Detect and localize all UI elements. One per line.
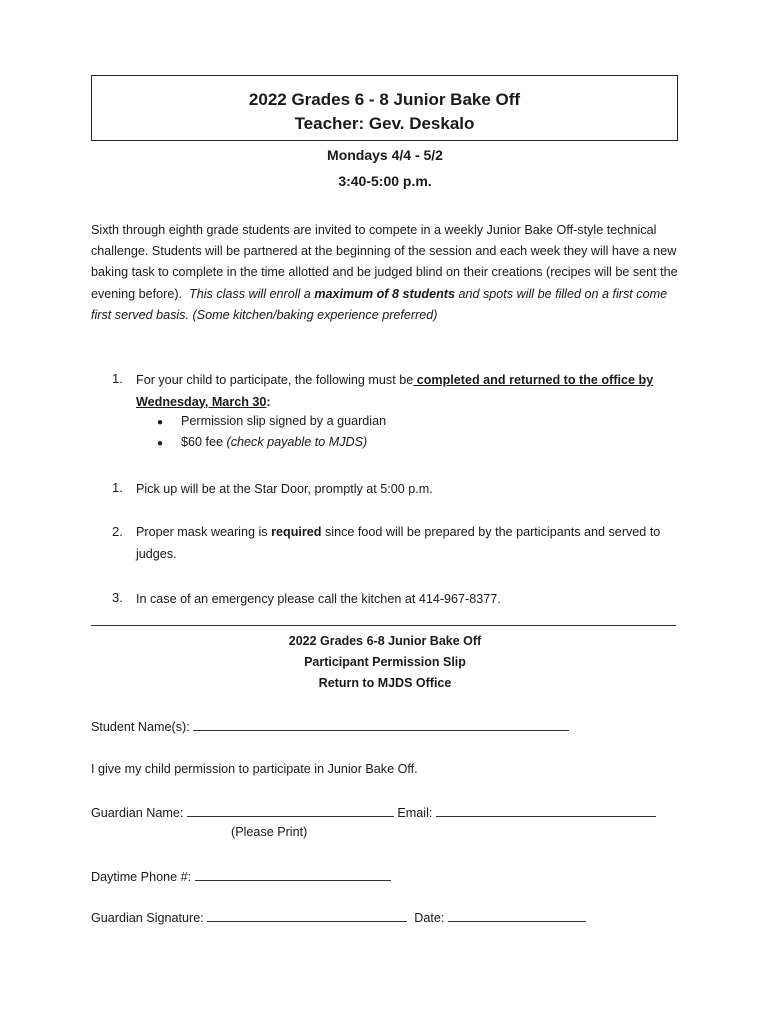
intro-text: Sixth through eighth grade students are invited to compete in a weekly Junior Bake Off-style technical challenge. Students will be partnered at the beginning of the session and each week they will have a new baking task to complete in the time allotted and be judged blind on their creations (recipes will be sent the evening before). <box>91 223 678 301</box>
page-title: 2022 Grades 6 - 8 Junior Bake Off <box>248 90 521 109</box>
slip-title: 2022 Grades 6-8 Junior Bake Off <box>288 634 482 648</box>
list-item <box>136 370 681 413</box>
item-text: For your child to participate, the following must be <box>136 373 414 387</box>
email-label: Email: <box>397 806 433 820</box>
intro-first-come-text: and spots will be filled on a first come first served basis. (Some kitchen/baking experience preferred) <box>91 286 668 322</box>
intro-enroll-text: This class will enroll a <box>189 286 311 301</box>
title-box <box>91 75 678 141</box>
phone-label: Daytime Phone #: <box>91 870 192 884</box>
student-name-row <box>91 718 569 734</box>
intro-paragraph <box>91 220 681 326</box>
cut-line-divider <box>91 625 676 626</box>
guardian-row <box>91 804 656 820</box>
required-text: required <box>271 525 322 539</box>
item-number: 1. <box>112 371 123 386</box>
permission-statement: I give my child permission to participate in Junior Bake Off. <box>91 762 418 776</box>
bullet-italic-note: (check payable to MJDS) <box>226 435 368 449</box>
student-name-label: Student Name(s): <box>91 720 190 734</box>
print-note: (Please Print) <box>231 825 308 839</box>
phone-row <box>91 868 391 884</box>
guardian-name-field[interactable] <box>187 804 394 817</box>
bullet-icon: ● <box>157 438 164 449</box>
item-number: 3. <box>112 590 123 605</box>
intro-max-students: maximum of 8 students <box>314 286 455 301</box>
class-dates: Mondays 4/4 - 5/2 <box>327 147 443 163</box>
teacher-name: Teacher: Gev. Deskalo <box>294 114 475 133</box>
signature-row <box>91 909 586 925</box>
student-name-field[interactable] <box>193 718 569 731</box>
phone-field[interactable] <box>195 868 391 881</box>
slip-instruction: Return to MJDS Office <box>318 676 452 690</box>
guardian-name-label: Guardian Name: <box>91 806 184 820</box>
list-item <box>136 522 681 565</box>
signature-field[interactable] <box>207 909 407 922</box>
item-text: Proper mask wearing is <box>136 525 272 539</box>
signature-label: Guardian Signature: <box>91 911 204 925</box>
deadline-text: completed and returned to the office by Wednesday, March 30 <box>136 373 654 409</box>
slip-subtitle: Participant Permission Slip <box>304 655 466 669</box>
date-label: Date: <box>414 911 445 925</box>
list-item: In case of an emergency please call the kitchen at 414-967-8377. <box>136 592 501 606</box>
item-text-continued: since food will be prepared by the participants and served to judges. <box>136 525 661 561</box>
item-number: 1. <box>112 480 123 495</box>
list-item: Pick up will be at the Star Door, promptly at 5:00 p.m. <box>136 482 433 496</box>
email-field[interactable] <box>436 804 656 817</box>
item-number: 2. <box>112 524 123 539</box>
date-field[interactable] <box>448 909 586 922</box>
class-time: 3:40-5:00 p.m. <box>338 173 432 189</box>
bullet-text: Permission slip signed by a guardian <box>181 414 387 428</box>
bullet-icon: ● <box>157 417 164 428</box>
item-punctuation: : <box>266 394 271 409</box>
bullet-item <box>181 435 367 449</box>
bullet-text: $60 fee <box>181 435 227 449</box>
bullet-item <box>181 414 386 428</box>
